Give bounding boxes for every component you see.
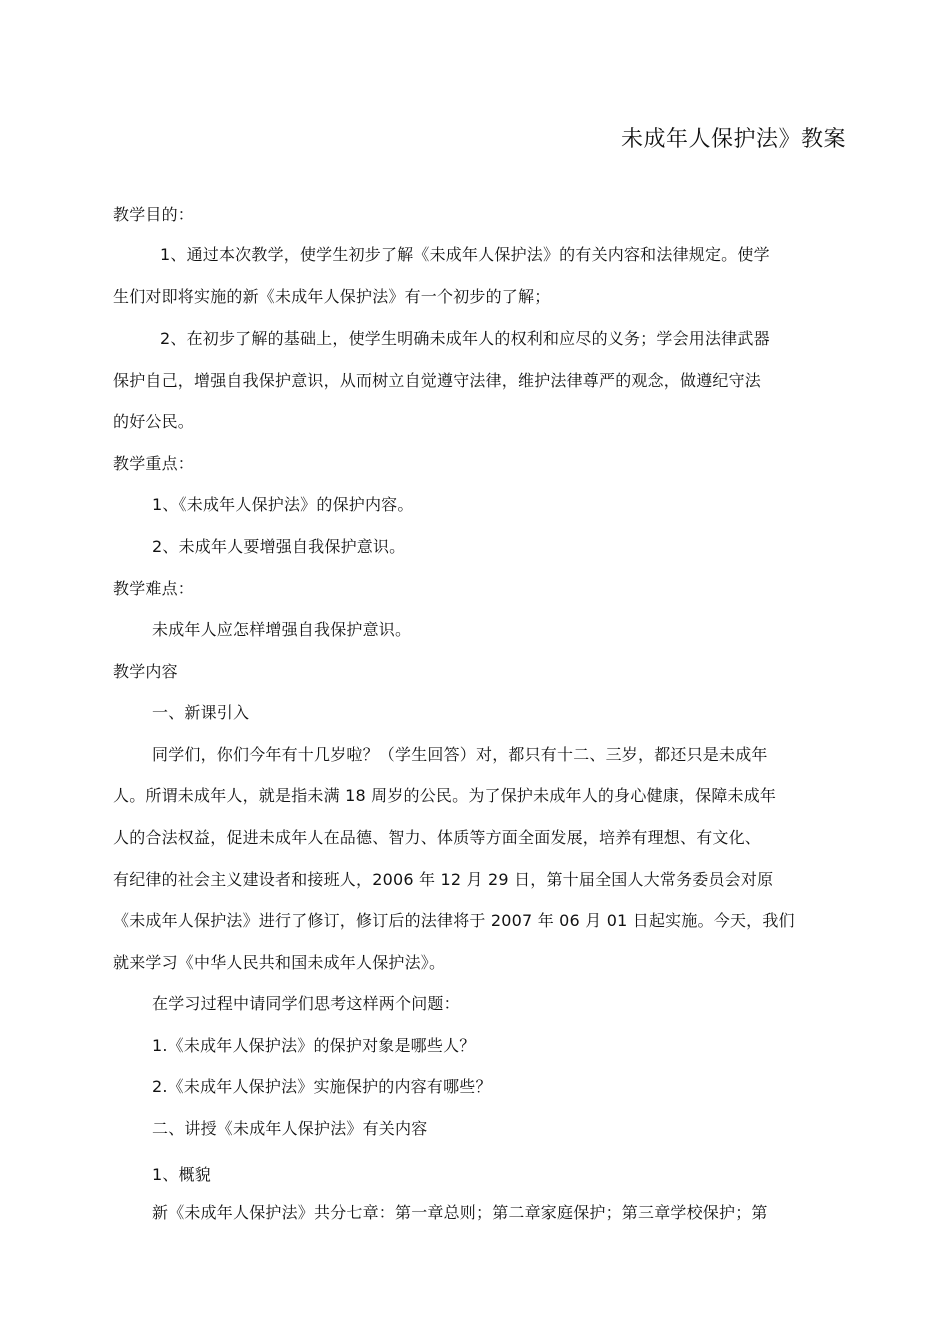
paragraph-line: 保护自己，增强自我保护意识，从而树立自觉遵守法律，维护法律尊严的观念，做遵纪守法 (113, 371, 762, 390)
paragraph-line: 1、通过本次教学，使学生初步了解《未成年人保护法》的有关内容和法律规定。使学 (160, 245, 770, 264)
list-item: 2.《未成年人保护法》实施保护的内容有哪些？ (152, 1077, 492, 1096)
paragraph-line: 未成年人应怎样增强自我保护意识。 (152, 620, 412, 639)
paragraph-line: 的好公民。 (113, 412, 195, 431)
subsection-heading: 1、概貌 (152, 1165, 211, 1184)
paragraph-line: 新《未成年人保护法》共分七章：第一章总则；第二章家庭保护；第三章学校保护；第 (152, 1203, 768, 1222)
section-heading-difficulties: 教学难点： (113, 579, 195, 598)
paragraph-line: 2、在初步了解的基础上，使学生明确未成年人的权利和应尽的义务；学会用法律武器 (160, 329, 770, 348)
paragraph-line: 人。所谓未成年人，就是指未满 18 周岁的公民。为了保护未成年人的身心健康，保障未成年 (113, 786, 777, 805)
paragraph-line: 人的合法权益，促进未成年人在品德、智力、体质等方面全面发展，培养有理想、有文化、 (113, 828, 762, 847)
document-title: 未成年人保护法》教案 (620, 127, 846, 152)
paragraph-line: 在学习过程中请同学们思考这样两个问题： (152, 994, 460, 1013)
subsection-heading: 二、讲授《未成年人保护法》有关内容 (152, 1119, 428, 1138)
subsection-heading: 一、新课引入 (152, 703, 250, 722)
paragraph-line: 《未成年人保护法》进行了修订，修订后的法律将于 2007 年 06 月 01 日起实施。今天，我们 (113, 911, 795, 930)
section-heading-key-points: 教学重点： (113, 454, 195, 473)
list-item: 1.《未成年人保护法》的保护对象是哪些人？ (152, 1036, 476, 1055)
list-item: 2、未成年人要增强自我保护意识。 (152, 537, 406, 556)
paragraph-line: 生们对即将实施的新《未成年人保护法》有一个初步的了解； (113, 287, 551, 306)
paragraph-line: 有纪律的社会主义建设者和接班人，2006 年 12 月 29 日，第十届全国人大常务委员会对原 (113, 870, 774, 889)
section-heading-objectives: 教学目的： (113, 205, 195, 224)
list-item: 1、《未成年人保护法》的保护内容。 (152, 495, 414, 514)
section-heading-content: 教学内容 (113, 662, 178, 681)
paragraph-line: 同学们，你们今年有十几岁啦？（学生回答）对，都只有十二、三岁，都还只是未成年 (152, 745, 768, 764)
paragraph-line: 就来学习《中华人民共和国未成年人保护法》。 (113, 953, 446, 972)
